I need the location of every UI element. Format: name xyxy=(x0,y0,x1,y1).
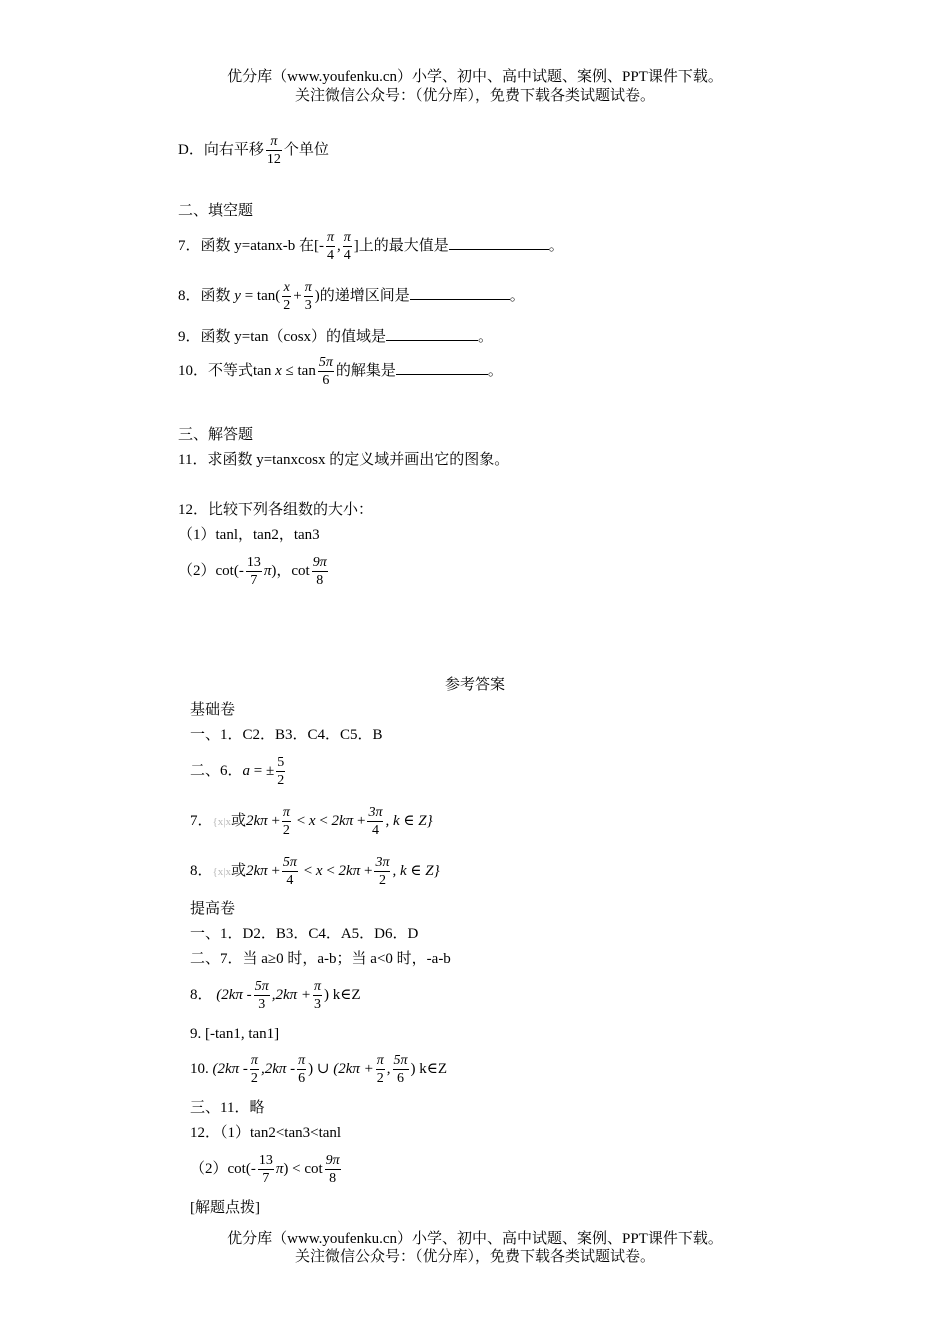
question-8: 8．函数 y = tan( $\frac{x}{2}$ + $\frac{\pi}{3}$ )的递增区间是 。 xyxy=(178,280,525,314)
basic-answer-8: 8．{x|x或2kπ + $\frac{5\pi}{4}$ < x < 2kπ + $\frac{3\pi}{2}$ , k ∈ Z} xyxy=(190,855,440,889)
header-line-2: 关注微信公众号：（优分库），免费下载各类试题试卷。 xyxy=(294,88,655,104)
question-12-part-2: （2）cot(- $\frac{13}{7}$ π)，cot $\frac{9\pi}{8}$ xyxy=(178,555,327,589)
advanced-answer-1-6: 一、1．D2．B3．C4．A5．D6．D xyxy=(190,926,419,942)
advanced-answer-10: 10. (2kπ - $\frac{\pi}{2}$ ,2kπ - $\frac{\pi}{6}$ ) ∪ (2kπ + $\frac{\pi}{2}$ , $\frac{5\pi}{6}$ ) k∈Z xyxy=(190,1053,448,1087)
option-d xyxy=(178,130,329,170)
header-line-1: 优分库（www.youfenku.cn）小学、初中、高中试题、案例、PPT课件下载。 xyxy=(227,69,723,85)
section-solve-title: 三、解答题 xyxy=(178,427,254,443)
question-12-title: 12．比较下列各组数的大小： xyxy=(178,502,374,518)
question-12-part-1: （1）tanl，tan2，tan3 xyxy=(178,527,320,543)
footer-line-2: 关注微信公众号：（优分库），免费下载各类试题试卷。 xyxy=(294,1249,655,1265)
basic-answer-1-5: 一、1．C2．B3．C4．C5．B xyxy=(190,727,383,743)
answer-blank xyxy=(386,326,478,341)
question-7: 7．函数 y=atanx-b 在[- $\frac{\pi}{4}$ , $\frac{\pi}{4}$ ]上的最大值是 。 xyxy=(178,230,564,264)
answer-blank xyxy=(396,360,488,375)
answer-blank xyxy=(449,235,549,250)
advanced-section-title: 提高卷 xyxy=(190,901,236,917)
fraction: $\frac{\pi}{12}$ xyxy=(266,134,281,168)
answer-12-part-1: 12．（1）tan2<tan3<tanl xyxy=(190,1125,342,1141)
question-9: 9．函数 y=tan（cosx）的值域是 。 xyxy=(178,326,493,346)
advanced-answer-8: 8． (2kπ - $\frac{5\pi}{3}$ ,2kπ + $\frac{\pi}{3}$ ) k∈Z xyxy=(190,979,361,1013)
faded-set-notation: {x|x xyxy=(212,866,231,878)
answer-12-part-2: （2）cot(- $\frac{13}{7}$ π) < cot $\frac{9\pi}{8}$ xyxy=(190,1153,340,1187)
section-fill-blank-title: 二、填空题 xyxy=(178,203,254,219)
answer-blank xyxy=(410,285,510,300)
question-11: 11．求函数 y=tanxcosx 的定义域并画出它的图象。 xyxy=(178,452,510,468)
question-10: 10．不等式tan x ≤ tan $\frac{5\pi}{6}$ 的解集是 。 xyxy=(178,355,503,389)
option-d-suffix: 个单位 xyxy=(283,142,329,158)
answers-title: 参考答案 xyxy=(444,677,505,693)
option-d-text: D．向右平移 xyxy=(178,142,264,158)
basic-section-title: 基础卷 xyxy=(190,702,236,718)
solution-hint-label: [解题点拨] xyxy=(190,1200,260,1216)
advanced-answer-7: 二、7．当 a≥0 时，a-b；当 a<0 时，-a-b xyxy=(190,951,451,967)
basic-answer-6: 二、6．a = ± $\frac{5}{2}$ xyxy=(190,755,285,789)
basic-answer-7: 7．{x|x或2kπ + $\frac{\pi}{2}$ < x < 2kπ + $\frac{3\pi}{4}$ , k ∈ Z} xyxy=(190,805,433,839)
footer-line-1: 优分库（www.youfenku.cn）小学、初中、高中试题、案例、PPT课件下载。 xyxy=(227,1231,723,1247)
answer-11: 三、11．略 xyxy=(190,1100,265,1116)
advanced-answer-9: 9. [-tan1, tan1] xyxy=(190,1026,280,1042)
faded-set-notation: {x|x xyxy=(212,816,231,828)
